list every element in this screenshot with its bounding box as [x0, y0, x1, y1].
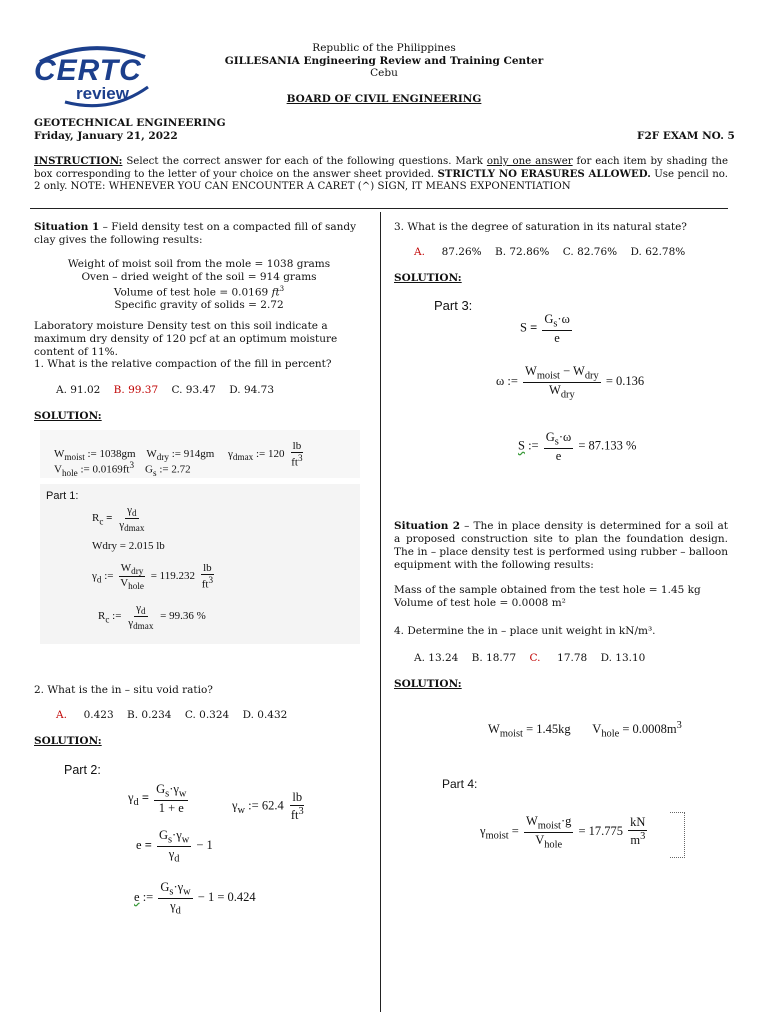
sol4-part-label: Part 4: [442, 777, 478, 791]
sol1-rc: $R_c$ := $\frac{\gamma_d}{\gamma_{dmax}}$ = 99.36 % [98, 602, 206, 632]
situation-2-mass: Mass of the sample obtained from the test hole = 1.45 kg [394, 584, 701, 596]
situation-2 [394, 520, 728, 572]
sol4-dotted-bracket [670, 812, 685, 858]
sol3-part-label: Part 3: [434, 298, 473, 313]
q4-choices [414, 652, 655, 665]
column-divider [380, 212, 381, 1012]
data-volume-unit: ft [271, 286, 280, 299]
sol1-part-box [40, 484, 360, 644]
q2-solution-label: SOLUTION: [34, 735, 102, 747]
situation-1 [34, 221, 364, 247]
data-volume: Volume of test hole = 0.0169 $ft^3$ [113, 285, 285, 299]
q1-choice-b: B. 99.37 [113, 384, 159, 396]
header-line-2: GILLESANIA Engineering Review and Training Center [224, 55, 544, 67]
situation-2-label: Situation 2 [394, 520, 461, 532]
instruction [34, 155, 728, 193]
question-3: 3. What is the degree of saturation in its natural state? [394, 221, 687, 233]
instruction-text-1: Select the correct answer for each of the following questions. Mark [122, 156, 487, 167]
situation-1-data [34, 258, 364, 312]
sol3-w-value: = 0.136 [605, 373, 645, 388]
q3-choice-c: C. 82.76% [562, 246, 618, 258]
q4-choice-c: C. 17.78 [529, 652, 588, 664]
sol2-e-def: e = $\frac{G_s\cdot\gamma_w}{\gamma_d}$ − 1 [136, 828, 213, 864]
q1-choice-c: C. 93.47 [171, 384, 216, 396]
q1-choices [56, 384, 284, 397]
lab-text: Laboratory moisture Density test on this soil indicate a maximum dry density of 120 pcf at an optimum moisture content of 11%. [34, 320, 338, 358]
q2-choice-c: C. 0.324 [184, 709, 230, 721]
sol4-given: $W_{moist} = 1.45kg$ $V_{hole} = 0.0008m^3$ [488, 720, 682, 740]
q1-solution-label: SOLUTION: [34, 410, 102, 422]
sol2-e-value: − 1 = 0.424 [197, 889, 256, 904]
sol1-gd: $\gamma_d$ := $\frac{W_{dry}}{V_{hole}}$ = 119.232 $\frac{lb}{ft^3}$ [92, 562, 214, 592]
q3-choice-a: A. 87.26% [414, 246, 482, 258]
q4-choice-b: B. 18.77 [471, 652, 517, 664]
sol1-rc-def: $R_c$ = $\frac{\gamma_d}{\gamma_{dmax}}$ [92, 504, 145, 534]
q4-solution-label: SOLUTION: [394, 678, 462, 690]
situation-2-text: – The in place density is determined for a soil at a proposed construction site to plan the foundation design. The in – place density test is performed using rubber – balloon equipment with the following results: [394, 520, 729, 571]
instruction-text-3: Use pencil no. 2 only. NOTE: WHENEVER YOU CAN ENCOUNTER A CARET (^) SIGN, IT MEANS EXPONENTIATION [34, 169, 728, 192]
instruction-strict: STRICTLY NO ERASURES ALLOWED. [437, 168, 651, 180]
sol3-s-value: = 87.133 % [578, 438, 637, 453]
q2-choice-d: D. 0.432 [242, 709, 288, 721]
q3-choices [414, 246, 695, 259]
q1-choice-d: D. 94.73 [229, 384, 274, 396]
sol1-given-line-2: $V_{hole}$ := $0.0169ft^3$ $G_s$ := 2.72 [54, 460, 191, 478]
exam-date: Friday, January 21, 2022 [34, 130, 178, 142]
sol2-gw: $\gamma_w$ := 62.4 $\frac{lb}{ft^3}$ [232, 790, 304, 823]
question-4: 4. Determine the in – place unit weight in kN/m³. [394, 625, 656, 637]
sol2-e-result: e := $\frac{G_s\cdot\gamma_w}{\gamma_d}$ − 1 = 0.424 [134, 880, 256, 916]
q1-choice-a: A. 91.02 [56, 384, 101, 396]
logo-sub: review [76, 84, 129, 103]
board-title: BOARD OF CIVIL ENGINEERING [286, 93, 482, 105]
q4-choice-d: D. 13.10 [600, 652, 646, 664]
sol3-s-def: S = $\frac{G_s\cdot\omega}{e}$ [520, 312, 570, 345]
logo-text: CERTC [34, 54, 142, 87]
sol2-gd-def: $\gamma_d$ = $\frac{G_s\cdot\gamma_w}{1 + e}$ [128, 782, 187, 815]
q3-choice-b: B. 72.86% [494, 246, 550, 258]
data-dry-weight: Oven – dried weight of the soil = 914 grams [81, 270, 317, 283]
data-volume-text: Volume of test hole = 0.0169 [113, 286, 272, 299]
sol1-part-label: Part 1: [46, 490, 79, 502]
subject: GEOTECHNICAL ENGINEERING [34, 117, 226, 129]
q3-solution-label: SOLUTION: [394, 272, 462, 284]
data-moist-weight: Weight of moist soil from the mole = 1038 grams [67, 258, 331, 270]
sol2-part-label: Part 2: [64, 763, 101, 777]
q3-choice-d: D. 62.78% [630, 246, 686, 258]
instruction-only-one: only one answer [486, 156, 573, 167]
instruction-label: INSTRUCTION: [34, 155, 123, 167]
header-line-3: Cebu [370, 67, 398, 79]
instruction-text-2: for each item by shading the box corresponding to the letter of your choice on the answer sheet provided. [34, 156, 729, 180]
situation-1-text: – Field density test on a compacted fill of sandy clay gives the following results: [34, 221, 357, 246]
sol1-given-line-1: $W_{moist}$ := 1038gm $W_{dry}$ := 914gm $\gamma_{dmax}$ := 120 $\frac{lb}{ft^3}$ [54, 440, 303, 469]
q2-choices [56, 709, 297, 722]
sol3-w: ω := $\frac{W_{moist} - W_{dry}}{W_{dry}}$ = 0.136 [496, 364, 645, 400]
question-2: 2. What is the in – situ void ratio? [34, 684, 213, 696]
sol4-result: $\gamma_{moist}$ = $\frac{W_{moist}\cdot g}{V_{hole}}$ = 17.775 $\frac{kN}{m^3}$ [480, 814, 646, 850]
situation-1-label: Situation 1 [34, 221, 100, 233]
q2-choice-b: B. 0.234 [127, 709, 172, 721]
exam-number: F2F EXAM NO. 5 [637, 130, 735, 142]
data-specific-gravity: Specific gravity of solids = 2.72 [114, 299, 284, 311]
horizontal-divider [30, 208, 728, 209]
sol1-wdry: Wdry = 2.015 lb [92, 540, 165, 552]
question-1: 1. What is the relative compaction of the fill in percent? [34, 358, 332, 370]
sol1-given-box [40, 430, 360, 478]
q4-choice-a: A. 13.24 [414, 652, 459, 664]
sol3-s-result: S := $\frac{G_s\cdot\omega}{e}$ = 87.133 % [518, 430, 637, 463]
q2-choice-a: A. 0.423 [56, 709, 114, 721]
situation-2-volume: Volume of test hole = 0.0008 m² [394, 597, 566, 609]
header-line-1: Republic of the Philippines [312, 42, 456, 54]
